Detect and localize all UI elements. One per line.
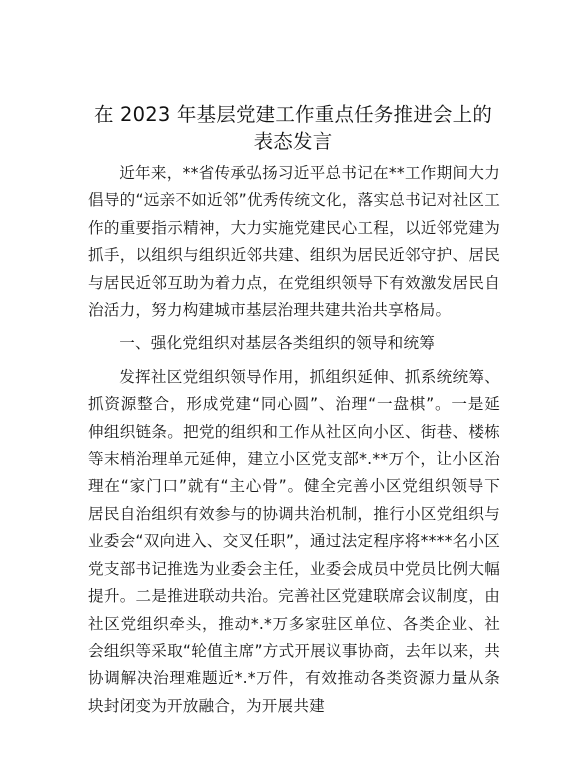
section-paragraph: 发挥社区党组织领导作用，抓组织延伸、抓系统统筹、抓资源整合，形成党建“同心圆”、治理“一盘棋”。一是延伸组织链条。把党的组织和工作从社区向小区、街巷、楼栋等末梢治理单元延伸，建立小区党支部*.**万个，让小区治理在“家门口”就有“主心骨”。健全完善小区党组织领导下居民自治组织有效参与的协调共治机制，推行小区党组织与业委会“双向进入、交叉任职”，通过法定程序将****名小区党支部书记推选为业委会主任，业委会成员中党员比例大幅提升。二是推进联动共治。完善社区党建联席会议制度，由社区党组织牵头，推动*.*万多家驻区单位、各类企业、社会组织等采取“轮值主席”方式开展议事协商，去年以来，共协调解决治理难题近*.*万件，有效推动各类资源力量从条块封闭变为开放融合，为开展共建 bbox=[88, 367, 500, 715]
document-body bbox=[88, 160, 500, 720]
section-heading: 一、强化党组织对基层各类组织的领导和统筹 bbox=[119, 334, 436, 353]
intro-paragraph: 近年来，**省传承弘扬习近平总书记在**工作期间大力倡导的“远亲不如近邻”优秀传统文化，落实总书记对社区工作的重要指示精神，大力实施党建民心工程，以近邻党建为抓手，以组织与组织近邻共建、组织为居民近邻守护、居民与居民近邻互助为着力点，在党组织领导下有效激发居民自治活力，努力构建城市基层治理共建共治共享格局。 bbox=[88, 164, 500, 320]
document-title: 在 2023 年基层党建工作重点任务推进会上的表态发言 bbox=[93, 103, 493, 153]
